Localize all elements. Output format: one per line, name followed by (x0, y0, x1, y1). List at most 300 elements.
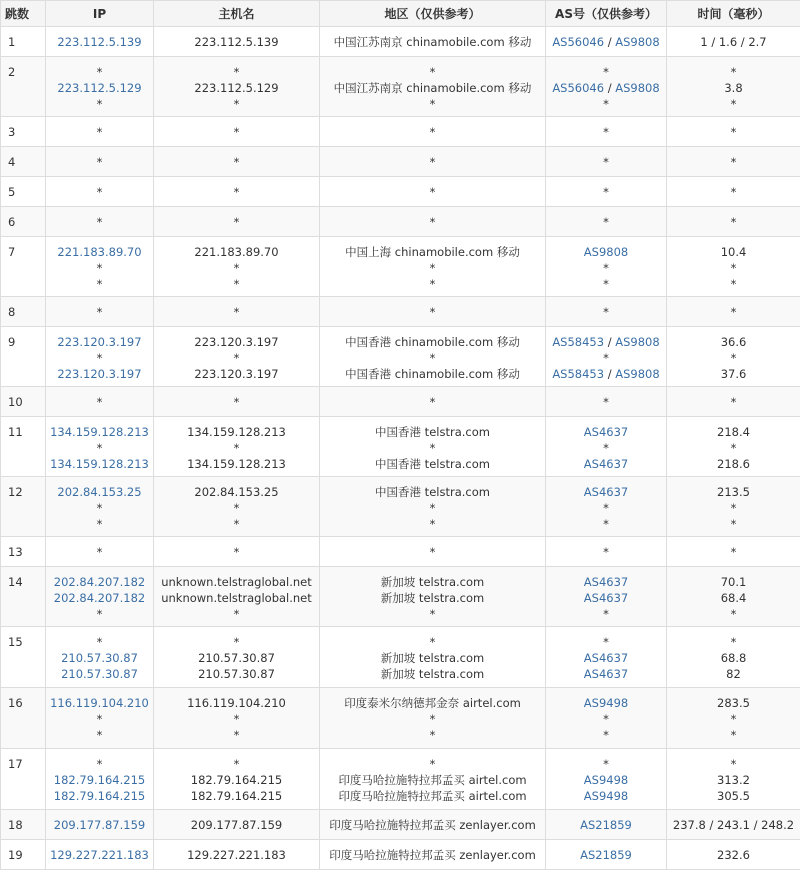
as-line (546, 650, 666, 666)
ip-link[interactable]: 223.112.5.129 (46, 80, 153, 96)
location-cell (320, 627, 546, 688)
as-cell (546, 237, 667, 297)
hop-cell (1, 840, 46, 870)
ip-link[interactable]: 209.177.87.159 (46, 817, 153, 833)
ip-link: * (46, 124, 153, 140)
hop-number: 1 (8, 34, 45, 50)
header-hop: 跳数 (1, 1, 46, 27)
as-line (546, 124, 666, 140)
hostname-text: 182.79.164.215 (154, 788, 319, 804)
hostname-text: 182.79.164.215 (154, 772, 319, 788)
location-text: 新加坡 telstra.com (320, 590, 545, 606)
location-text: 印度马哈拉施特拉邦孟买 zenlayer.com (320, 847, 545, 863)
ip-link[interactable]: 134.159.128.213 (46, 424, 153, 440)
location-text: * (320, 544, 545, 560)
as-link[interactable]: AS9498 (584, 773, 628, 787)
as-empty: * (603, 125, 609, 139)
time-text: * (667, 276, 800, 292)
location-text: * (320, 154, 545, 170)
location-text: * (320, 214, 545, 230)
hostname-text: * (154, 516, 319, 532)
header-location: 地区（仅供参考） (320, 1, 546, 27)
time-cell (667, 417, 800, 477)
as-empty: * (603, 607, 609, 621)
location-text: 中国香港 chinamobile.com 移动 (320, 366, 545, 382)
table-row (1, 57, 800, 117)
as-link[interactable]: AS4637 (584, 457, 628, 471)
table-body (1, 27, 800, 870)
ip-cell (46, 147, 154, 177)
ip-link[interactable]: 221.183.89.70 (46, 244, 153, 260)
time-text: * (667, 500, 800, 516)
table-row (1, 387, 800, 417)
time-text: * (667, 304, 800, 320)
as-line (546, 350, 666, 366)
as-line (546, 772, 666, 788)
ip-cell (46, 688, 154, 749)
as-link[interactable]: AS56046 (552, 35, 604, 49)
ip-cell (46, 477, 154, 537)
time-text: * (667, 350, 800, 366)
as-cell (546, 417, 667, 477)
ip-cell (46, 840, 154, 870)
location-text: * (320, 606, 545, 622)
location-text: * (320, 350, 545, 366)
hostname-text: * (154, 440, 319, 456)
location-cell (320, 387, 546, 417)
hostname-text: 202.84.153.25 (154, 484, 319, 500)
hop-number: 19 (8, 847, 45, 863)
as-empty: * (603, 545, 609, 559)
as-cell (546, 327, 667, 387)
hostname-text: 223.120.3.197 (154, 334, 319, 350)
as-empty: * (603, 395, 609, 409)
hop-cell (1, 27, 46, 57)
as-link[interactable]: AS56046 (552, 81, 604, 95)
time-cell (667, 147, 800, 177)
table-row (1, 749, 800, 810)
table-row (1, 688, 800, 749)
ip-cell (46, 810, 154, 840)
location-text: 印度马哈拉施特拉邦孟买 airtel.com (320, 788, 545, 804)
hostname-cell (154, 749, 320, 810)
location-cell (320, 477, 546, 537)
time-text: 70.1 (667, 574, 800, 590)
hostname-text: * (154, 96, 319, 112)
ip-link: * (46, 154, 153, 170)
as-line (546, 276, 666, 292)
as-cell (546, 117, 667, 147)
as-cell (546, 387, 667, 417)
as-empty: * (603, 155, 609, 169)
hostname-text: * (154, 727, 319, 743)
hostname-text: * (154, 711, 319, 727)
as-link[interactable]: AS4637 (584, 425, 628, 439)
location-cell (320, 147, 546, 177)
hostname-cell (154, 387, 320, 417)
as-cell (546, 537, 667, 567)
as-empty: * (603, 185, 609, 199)
hop-cell (1, 688, 46, 749)
as-line (546, 574, 666, 590)
hostname-cell (154, 537, 320, 567)
as-line (546, 34, 666, 50)
ip-link: * (46, 260, 153, 276)
table-row (1, 810, 800, 840)
as-empty: * (603, 712, 609, 726)
hop-cell (1, 810, 46, 840)
ip-link: * (46, 634, 153, 650)
as-line (546, 96, 666, 112)
hop-cell (1, 327, 46, 387)
location-text: 中国江苏南京 chinamobile.com 移动 (320, 80, 545, 96)
as-line (546, 154, 666, 170)
as-link[interactable]: AS4637 (584, 651, 628, 665)
hostname-cell (154, 27, 320, 57)
as-cell (546, 57, 667, 117)
ip-link: * (46, 544, 153, 560)
ip-cell (46, 567, 154, 627)
location-text: 新加坡 telstra.com (320, 574, 545, 590)
as-empty: * (603, 351, 609, 365)
ip-link: * (46, 440, 153, 456)
as-link[interactable]: AS9808 (615, 335, 659, 349)
ip-link[interactable]: 116.119.104.210 (46, 695, 153, 711)
as-line (546, 516, 666, 532)
location-text: * (320, 276, 545, 292)
ip-link[interactable]: 129.227.221.183 (46, 847, 153, 863)
time-text: * (667, 440, 800, 456)
as-cell (546, 688, 667, 749)
hostname-text: 210.57.30.87 (154, 666, 319, 682)
hostname-text: 129.227.221.183 (154, 847, 319, 863)
hostname-cell (154, 627, 320, 688)
hostname-text: 116.119.104.210 (154, 695, 319, 711)
location-text: 印度泰米尔纳德邦金奈 airtel.com (320, 695, 545, 711)
location-text: * (320, 184, 545, 200)
location-text: * (320, 516, 545, 532)
as-link[interactable]: AS9498 (584, 789, 628, 803)
hostname-text: * (154, 606, 319, 622)
time-cell (667, 749, 800, 810)
as-line (546, 394, 666, 410)
time-cell (667, 297, 800, 327)
ip-cell (46, 57, 154, 117)
as-line (546, 334, 666, 350)
table-row (1, 117, 800, 147)
hostname-text: 221.183.89.70 (154, 244, 319, 260)
as-link[interactable]: AS9808 (615, 367, 659, 381)
hostname-text: 209.177.87.159 (154, 817, 319, 833)
as-line (546, 440, 666, 456)
location-cell (320, 57, 546, 117)
ip-cell (46, 117, 154, 147)
location-text: 中国香港 telstra.com (320, 456, 545, 472)
location-text: 中国香港 telstra.com (320, 484, 545, 500)
hop-cell (1, 177, 46, 207)
as-link[interactable]: AS4637 (584, 667, 628, 681)
time-text: * (667, 214, 800, 230)
hop-number: 16 (8, 695, 45, 711)
as-empty: * (603, 215, 609, 229)
ip-cell (46, 627, 154, 688)
location-text: 中国江苏南京 chinamobile.com 移动 (320, 34, 545, 50)
hostname-cell (154, 840, 320, 870)
hostname-cell (154, 327, 320, 387)
location-text: 中国香港 telstra.com (320, 424, 545, 440)
hostname-text: 134.159.128.213 (154, 424, 319, 440)
location-text: 新加坡 telstra.com (320, 650, 545, 666)
as-line (546, 260, 666, 276)
time-cell (667, 810, 800, 840)
time-text: * (667, 64, 800, 80)
hostname-cell (154, 207, 320, 237)
location-text: * (320, 500, 545, 516)
ip-link: * (46, 276, 153, 292)
ip-link: * (46, 184, 153, 200)
hop-number: 13 (8, 544, 45, 560)
as-link[interactable]: AS9808 (615, 35, 659, 49)
hop-number: 5 (8, 184, 45, 200)
hop-number: 2 (8, 64, 45, 80)
time-cell (667, 840, 800, 870)
header-ip: IP (46, 1, 154, 27)
as-empty: * (603, 65, 609, 79)
time-cell (667, 117, 800, 147)
location-text: 中国香港 chinamobile.com 移动 (320, 334, 545, 350)
time-cell (667, 27, 800, 57)
as-cell (546, 297, 667, 327)
as-separator: / (604, 81, 615, 95)
hostname-cell (154, 810, 320, 840)
ip-link[interactable]: 182.79.164.215 (46, 772, 153, 788)
hop-cell (1, 237, 46, 297)
ip-cell (46, 327, 154, 387)
ip-link[interactable]: 202.84.153.25 (46, 484, 153, 500)
time-text: 3.8 (667, 80, 800, 96)
location-text: * (320, 64, 545, 80)
time-text: 218.4 (667, 424, 800, 440)
location-cell (320, 177, 546, 207)
ip-link[interactable]: 223.120.3.197 (46, 334, 153, 350)
as-line (546, 727, 666, 743)
hostname-text: 223.120.3.197 (154, 366, 319, 382)
ip-link: * (46, 304, 153, 320)
ip-link: * (46, 394, 153, 410)
time-text: * (667, 711, 800, 727)
table-row (1, 627, 800, 688)
hostname-text: * (154, 64, 319, 80)
table-row (1, 840, 800, 870)
as-separator: / (604, 367, 615, 381)
as-line (546, 64, 666, 80)
time-cell (667, 627, 800, 688)
as-empty: * (603, 501, 609, 515)
as-line (546, 634, 666, 650)
location-cell (320, 297, 546, 327)
hostname-text: * (154, 276, 319, 292)
location-text: * (320, 260, 545, 276)
as-line (546, 214, 666, 230)
hostname-cell (154, 567, 320, 627)
as-cell (546, 477, 667, 537)
time-cell (667, 688, 800, 749)
ip-link[interactable]: 210.57.30.87 (46, 650, 153, 666)
as-link[interactable]: AS9808 (615, 81, 659, 95)
as-line (546, 817, 666, 833)
as-cell (546, 177, 667, 207)
as-empty: * (603, 261, 609, 275)
location-cell (320, 810, 546, 840)
hostname-text: * (154, 304, 319, 320)
hop-number: 4 (8, 154, 45, 170)
hop-cell (1, 567, 46, 627)
as-line (546, 711, 666, 727)
ip-link: * (46, 756, 153, 772)
ip-link[interactable]: 202.84.207.182 (46, 590, 153, 606)
hostname-text: * (154, 214, 319, 230)
as-line (546, 304, 666, 320)
ip-link: * (46, 64, 153, 80)
location-text: 印度马哈拉施特拉邦孟买 zenlayer.com (320, 817, 545, 833)
hostname-text: 223.112.5.129 (154, 80, 319, 96)
as-link[interactable]: AS9498 (584, 696, 628, 710)
as-empty: * (603, 635, 609, 649)
table-row (1, 567, 800, 627)
location-text: * (320, 124, 545, 140)
header-as-number: AS号（仅供参考） (546, 1, 667, 27)
hostname-text: 210.57.30.87 (154, 650, 319, 666)
as-empty: * (603, 757, 609, 771)
ip-link: * (46, 500, 153, 516)
as-empty: * (603, 97, 609, 111)
location-cell (320, 567, 546, 627)
as-link[interactable]: AS4637 (584, 485, 628, 499)
hostname-cell (154, 117, 320, 147)
time-cell (667, 207, 800, 237)
location-cell (320, 327, 546, 387)
ip-cell (46, 537, 154, 567)
table-row (1, 537, 800, 567)
ip-link[interactable]: 223.112.5.139 (46, 34, 153, 50)
location-text: * (320, 440, 545, 456)
hop-number: 3 (8, 124, 45, 140)
hostname-text: * (154, 154, 319, 170)
time-text: * (667, 184, 800, 200)
as-link[interactable]: AS58453 (552, 335, 604, 349)
hostname-text: unknown.telstraglobal.net (154, 574, 319, 590)
ip-link[interactable]: 202.84.207.182 (46, 574, 153, 590)
ip-link[interactable]: 134.159.128.213 (46, 456, 153, 472)
table-row (1, 27, 800, 57)
as-empty: * (603, 517, 609, 531)
hostname-text: 223.112.5.139 (154, 34, 319, 50)
time-cell (667, 387, 800, 417)
as-line (546, 500, 666, 516)
as-link[interactable]: AS58453 (552, 367, 604, 381)
location-text: * (320, 394, 545, 410)
as-line (546, 184, 666, 200)
location-text: * (320, 634, 545, 650)
ip-link: * (46, 350, 153, 366)
time-text: 213.5 (667, 484, 800, 500)
hop-cell (1, 417, 46, 477)
hop-number: 15 (8, 634, 45, 650)
hostname-text: * (154, 634, 319, 650)
table-header (1, 1, 800, 27)
location-cell (320, 749, 546, 810)
ip-cell (46, 387, 154, 417)
hostname-text: * (154, 500, 319, 516)
as-separator: / (604, 335, 615, 349)
time-text: 313.2 (667, 772, 800, 788)
hop-cell (1, 627, 46, 688)
ip-link[interactable]: 210.57.30.87 (46, 666, 153, 682)
as-empty: * (603, 305, 609, 319)
time-cell (667, 477, 800, 537)
table-row (1, 177, 800, 207)
time-text: 10.4 (667, 244, 800, 260)
ip-link[interactable]: 223.120.3.197 (46, 366, 153, 382)
hostname-cell (154, 237, 320, 297)
hostname-cell (154, 477, 320, 537)
location-text: 新加坡 telstra.com (320, 666, 545, 682)
as-link[interactable]: AS4637 (584, 591, 628, 605)
time-text: * (667, 394, 800, 410)
time-text: * (667, 260, 800, 276)
ip-link: * (46, 516, 153, 532)
as-cell (546, 207, 667, 237)
time-text: 68.4 (667, 590, 800, 606)
time-text: 82 (667, 666, 800, 682)
as-line (546, 484, 666, 500)
time-text: 37.6 (667, 366, 800, 382)
hop-cell (1, 537, 46, 567)
table-row (1, 477, 800, 537)
hostname-cell (154, 57, 320, 117)
as-line (546, 456, 666, 472)
location-text: 中国上海 chinamobile.com 移动 (320, 244, 545, 260)
location-cell (320, 207, 546, 237)
as-link[interactable]: AS9808 (584, 245, 628, 259)
as-line (546, 788, 666, 804)
hop-number: 18 (8, 817, 45, 833)
ip-link: * (46, 711, 153, 727)
location-text: * (320, 304, 545, 320)
hop-cell (1, 117, 46, 147)
header-row (1, 1, 800, 27)
as-link[interactable]: AS21859 (580, 818, 632, 832)
ip-cell (46, 417, 154, 477)
ip-cell (46, 27, 154, 57)
as-line (546, 666, 666, 682)
hop-cell (1, 387, 46, 417)
location-text: * (320, 96, 545, 112)
as-link[interactable]: AS4637 (584, 575, 628, 589)
location-cell (320, 27, 546, 57)
table-row (1, 417, 800, 477)
time-text: 305.5 (667, 788, 800, 804)
table-row (1, 237, 800, 297)
as-link[interactable]: AS21859 (580, 848, 632, 862)
hop-cell (1, 297, 46, 327)
time-text: 36.6 (667, 334, 800, 350)
time-text: 218.6 (667, 456, 800, 472)
time-text: * (667, 727, 800, 743)
ip-link[interactable]: 182.79.164.215 (46, 788, 153, 804)
location-cell (320, 537, 546, 567)
as-line (546, 695, 666, 711)
